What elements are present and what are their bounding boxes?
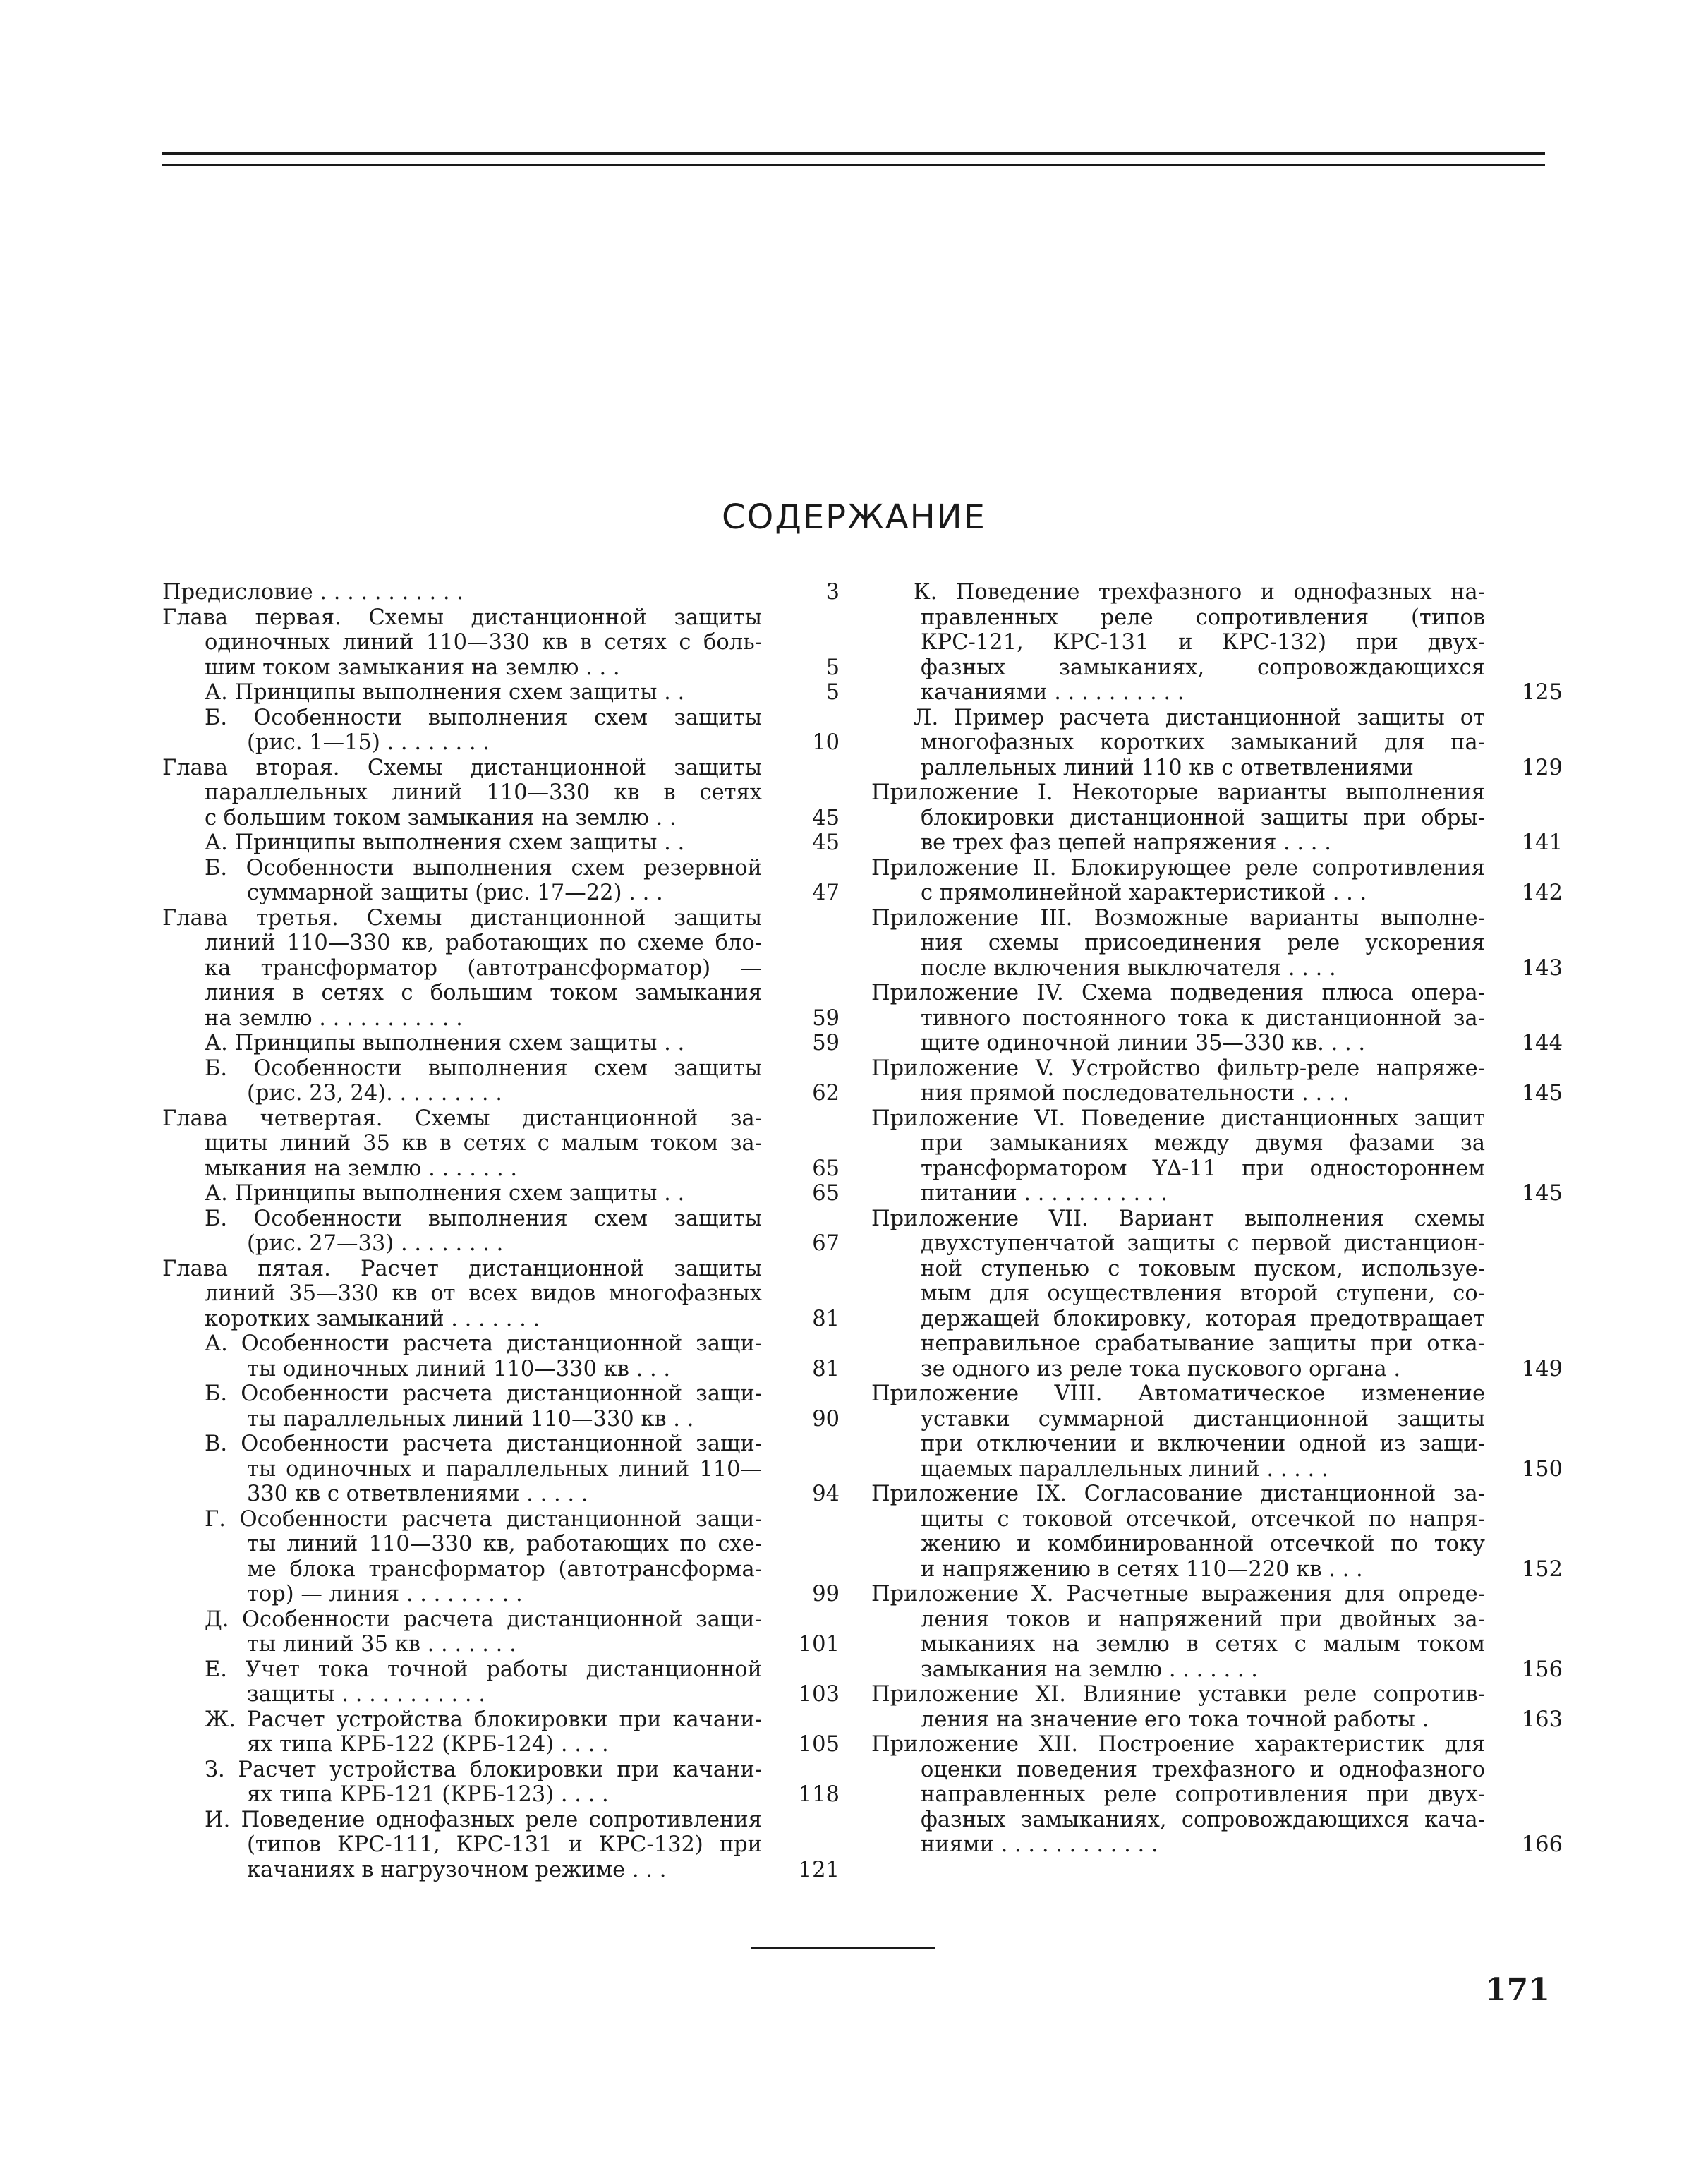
toc-entry [162,756,840,831]
toc-entry-text: зе одного из реле тока пускового органа . [921,1356,1401,1381]
toc-page-number: 65 [812,1156,840,1181]
toc-entry-text: щаемых параллельных линий . . . . . [921,1456,1328,1482]
toc-entry-text: правленных реле сопротивления (типов [921,605,1485,630]
toc-entry-text: Ж. Расчет устройства блокировки при качани- [205,1707,762,1732]
toc-entry-text: Приложение XI. Влияние уставки реле сопротив- [871,1682,1485,1707]
toc-page-number: 5 [825,680,840,705]
toc-page-number: 62 [812,1081,840,1106]
toc-entry-text: ве трех фаз цепей напряжения . . . . [921,830,1331,855]
toc-entry-text: Е. Учет тока точной работы дистанционной [205,1657,762,1682]
toc-entry-text: ты одиночных линий 110—330 кв . . . [247,1356,671,1381]
toc-entry-text: фазных замыканиях, сопровождающихся кача- [921,1807,1485,1832]
toc-entry-text: двухступенчатой защиты с первой дистанцион- [921,1231,1485,1256]
toc-left-column [162,580,840,1882]
toc-entry [162,1808,840,1883]
toc-entry-text: ты линий 35 кв . . . . . . . [247,1632,516,1657]
toc-entry [162,906,840,1031]
toc-entry [162,1757,840,1808]
toc-entry [871,1732,1563,1858]
toc-entry-text: щиты с токовой отсечкой, отсечкой по напря- [921,1506,1485,1532]
toc-entry-text: с прямолинейной характеристикой . . . [921,881,1367,905]
toc-entry-text: тивного постоянного тока к дистанционной за- [921,1005,1485,1031]
toc-entry [871,1381,1563,1482]
toc-entry-text: А. Принципы выполнения схем защиты . . [205,680,685,705]
toc-entry [871,1056,1563,1106]
toc-entry-text: ления токов и напряжений при двойных за- [921,1607,1485,1632]
toc-entry-text: жению и комбинированной отсечкой по току [921,1532,1485,1556]
toc-entry [871,1482,1563,1582]
toc-entry [162,605,840,681]
toc-entry-text: щиты линий 35 кв в сетях с малым током за- [205,1131,762,1156]
toc-entry [162,1181,840,1206]
toc-page-number: 118 [798,1782,840,1807]
toc-page-number: 59 [812,1031,840,1055]
toc-page-number: 105 [798,1732,840,1757]
toc-entry-text: К. Поведение трехфазного и однофазных на- [914,580,1485,605]
toc-entry-text: ниями . . . . . . . . . . . . [921,1832,1158,1857]
toc-page-number: 99 [812,1582,840,1607]
toc-entry-text: Приложение VI. Поведение дистанционных защит [871,1106,1485,1131]
toc-entry-text: З. Расчет устройства блокировки при качани- [205,1757,762,1782]
toc-entry-text: ления на значение его тока точной работы . [921,1707,1429,1732]
toc-entry-text: Л. Пример расчета дистанционной защиты от [914,705,1485,730]
toc-entry-text: Приложение IX. Согласование дистанционной за- [871,1482,1485,1506]
toc-entry-text: фазных замыканиях, сопровождающихся [921,655,1485,680]
toc-page-number: 81 [812,1356,840,1381]
toc-entry-text: неправильное срабатывание защиты при отка- [921,1331,1485,1356]
toc-entry-text: трансформатором Y∆-11 при одностороннем [921,1156,1485,1181]
toc-entry-text: шим током замыкания на землю . . . [205,655,620,680]
toc-entry-text: ка трансформатор (автотрансформатор) — [205,955,762,981]
toc-entry-text: А. Принципы выполнения схем защиты . . [205,1031,685,1055]
toc-entry-text: Приложение I. Некоторые варианты выполнения [871,780,1485,805]
toc-entry [162,1257,840,1332]
toc-page-number: 103 [798,1682,840,1707]
toc-page-number: 10 [812,730,840,755]
toc-entry-text: Глава третья. Схемы дистанционной защиты [162,905,762,931]
toc-entry-text: Б. Особенности расчета дистанционной защи- [205,1381,762,1406]
toc-entry-text: Приложение VIII. Автоматическое изменение [871,1381,1485,1406]
toc-entry [871,1682,1563,1732]
toc-page-number: 3 [825,580,840,605]
toc-entry [871,1206,1563,1382]
toc-entry-text: уставки суммарной дистанционной защиты [921,1406,1485,1432]
toc-right-column [871,580,1563,1858]
toc-entry [871,780,1563,856]
toc-entry [162,1507,840,1607]
toc-entry [162,1031,840,1056]
toc-page-number: 145 [1521,1081,1563,1106]
toc-entry [871,856,1563,906]
toc-entry [162,1206,840,1257]
toc-page-number: 5 [825,655,840,680]
toc-entry-text: Приложение XII. Построение характеристик для [871,1732,1485,1757]
toc-entry-text: направленных реле сопротивления при двух- [921,1782,1485,1807]
toc-page-number: 45 [812,805,840,830]
toc-entry [162,1432,840,1507]
toc-page-number: 166 [1521,1832,1563,1857]
toc-entry-text: (типов КРС-111, КРС-131 и КРС-132) при [247,1832,762,1857]
toc-entry-text: при замыканиях между двумя фазами за [921,1131,1485,1156]
toc-entry [162,1381,840,1432]
toc-page-number: 47 [812,881,840,905]
toc-entry [162,680,840,706]
toc-entry [162,1707,840,1757]
toc-page-number: 94 [812,1482,840,1506]
toc-entry-text: А. Особенности расчета дистанционной защи- [205,1331,762,1356]
toc-page-number: 59 [812,1005,840,1031]
toc-entry [871,580,1563,706]
toc-entry-text: Глава четвертая. Схемы дистанционной за- [162,1106,762,1131]
toc-entry [871,1106,1563,1206]
toc-entry-text: (рис. 27—33) . . . . . . . . [247,1231,504,1256]
toc-entry-text: А. Принципы выполнения схем защиты . . [205,1181,685,1206]
toc-entry-text: Предисловие . . . . . . . . . . . [162,580,464,605]
toc-entry-text: Глава первая. Схемы дистанционной защиты [162,605,762,630]
toc-entry [162,856,840,906]
toc-entry-text: раллельных линий 110 кв с ответвлениями [921,755,1414,780]
toc-entry [871,906,1563,981]
toc-entry-text: ях типа КРБ-122 (КРБ-124) . . . . [247,1732,609,1757]
toc-entry-text: Г. Особенности расчета дистанционной защи- [205,1506,762,1532]
toc-page-number: 150 [1521,1456,1563,1482]
toc-entry [871,706,1563,781]
toc-entry-text: Приложение VII. Вариант выполнения схемы [871,1206,1485,1231]
toc-page-number: 142 [1521,881,1563,905]
toc-entry-text: Д. Особенности расчета дистанционной защи- [205,1607,762,1632]
toc-entry-text: Приложение X. Расчетные выражения для опреде- [871,1582,1485,1607]
toc-entry-text: линия в сетях с большим током замыкания [205,981,762,1005]
toc-page-number: 121 [798,1857,840,1882]
toc-entry-text: 330 кв с ответвлениями . . . . . [247,1482,588,1506]
toc-page-number: 149 [1521,1356,1563,1381]
toc-entry-text: линий 35—330 кв от всех видов многофазных [205,1281,762,1306]
toc-entry-text: Глава пятая. Расчет дистанционной защиты [162,1256,762,1281]
toc-entry-text: тор) — линия . . . . . . . . . [247,1582,523,1607]
toc-entry-text: ния прямой последовательности . . . . [921,1081,1350,1106]
toc-entry [162,1056,840,1106]
toc-entry-text: Приложение IV. Схема подведения плюса опера- [871,981,1485,1005]
toc-entry [162,1331,840,1381]
toc-entry-text: замыкания на землю . . . . . . . [921,1657,1258,1682]
toc-entry-text: ния схемы присоединения реле ускорения [921,931,1485,955]
toc-entry-text: после включения выключателя . . . . [921,955,1336,981]
toc-entry [162,580,840,605]
toc-entry-text: Б. Особенности выполнения схем защиты [205,1206,762,1231]
toc-page-number: 152 [1521,1556,1563,1582]
toc-entry-text: ты параллельных линий 110—330 кв . . [247,1406,694,1432]
toc-entry-text: оценки поведения трехфазного и однофазного [921,1757,1485,1782]
toc-entry-text: держащей блокировку, которая предотвращает [921,1306,1485,1331]
toc-entry-text: КРС-121, КРС-131 и КРС-132) при двух- [921,630,1485,655]
toc-entry-text: питании . . . . . . . . . . . [921,1181,1168,1206]
toc-entry-text: мыканиях на землю в сетях с малым током [921,1632,1485,1657]
toc-page-number: 145 [1521,1181,1563,1206]
toc-page-number: 125 [1521,680,1563,705]
toc-entry-text: линий 110—330 кв, работающих по схеме бло- [205,931,762,955]
toc-entry [162,830,840,856]
toc-entry-text: многофазных коротких замыканий для па- [921,730,1485,755]
toc-page-number: 163 [1521,1707,1563,1732]
toc-entry-text: Приложение II. Блокирующее реле сопротивления [871,855,1485,881]
toc-page-number: 129 [1521,755,1563,780]
toc-entry-text: и напряжению в сетях 110—220 кв . . . [921,1556,1363,1582]
toc-entry [162,706,840,756]
toc-entry-text: на землю . . . . . . . . . . . [205,1005,463,1031]
page-title: СОДЕРЖАНИЕ [722,497,986,537]
toc-page-number: 143 [1521,955,1563,981]
toc-page-number: 141 [1521,830,1563,855]
toc-entry-text: ях типа КРБ-121 (КРБ-123) . . . . [247,1782,609,1807]
top-rule [162,152,1545,155]
toc-entry-text: Б. Особенности выполнения схем защиты [205,705,762,730]
toc-entry [871,981,1563,1056]
toc-entry-text: с большим током замыкания на землю . . [205,805,677,830]
toc-entry-text: Б. Особенности выполнения схем защиты [205,1055,762,1081]
toc-entry [162,1106,840,1182]
toc-page-number: 81 [812,1306,840,1331]
toc-entry-text: В. Особенности расчета дистанционной защи- [205,1432,762,1456]
bottom-rule [751,1947,935,1949]
toc-page-number: 90 [812,1406,840,1432]
toc-page-number: 156 [1521,1657,1563,1682]
toc-page-number: 101 [798,1632,840,1657]
toc-entry-text: ме блока трансформатор (автотрансформа- [247,1556,762,1582]
toc-entry-text: защиты . . . . . . . . . . . [247,1682,485,1707]
toc-entry-text: при отключении и включении одной из защи- [921,1432,1485,1456]
toc-entry-text: ной ступенью с токовым пуском, используе- [921,1256,1485,1281]
toc-entry-text: мыкания на землю . . . . . . . [205,1156,518,1181]
toc-page-number: 45 [812,830,840,855]
toc-entry-text: Глава вторая. Схемы дистанционной защиты [162,755,762,780]
toc-entry-text: блокировки дистанционной защиты при обры- [921,805,1485,830]
toc-entry-text: ты одиночных и параллельных линий 110— [247,1456,762,1482]
toc-entry-text: Б. Особенности выполнения схем резервной [205,855,762,881]
toc-entry-text: параллельных линий 110—330 кв в сетях [205,780,762,805]
toc-entry [162,1607,840,1657]
toc-entry-text: (рис. 1—15) . . . . . . . . [247,730,490,755]
toc-entry-text: суммарной защиты (рис. 17—22) . . . [247,881,663,905]
toc-entry-text: Приложение V. Устройство фильтр-реле напряже- [871,1055,1485,1081]
top-rule-thin [162,164,1545,166]
toc-entry [162,1657,840,1707]
toc-entry-text: качаниями . . . . . . . . . . [921,680,1185,705]
page-number: 171 [1485,1972,1550,2008]
toc-entry-text: одиночных линий 110—330 кв в сетях с боль- [205,630,762,655]
toc-entry-text: И. Поведение однофазных реле сопротивления [205,1807,762,1832]
toc-entry-text: коротких замыканий . . . . . . . [205,1306,540,1331]
toc-page-number: 144 [1521,1031,1563,1055]
toc-page-number: 65 [812,1181,840,1206]
toc-page-number: 67 [812,1231,840,1256]
toc-entry-text: ты линий 110—330 кв, работающих по схе- [247,1532,762,1556]
toc-entry [871,1582,1563,1682]
toc-entry-text: качаниях в нагрузочном режиме . . . [247,1857,667,1882]
toc-entry-text: щите одиночной линии 35—330 кв. . . . [921,1031,1366,1055]
toc-entry-text: Приложение III. Возможные варианты выполне- [871,905,1485,931]
toc-entry-text: мым для осуществления второй ступени, со- [921,1281,1485,1306]
toc-entry-text: (рис. 23, 24). . . . . . . . . [247,1081,502,1106]
toc-entry-text: А. Принципы выполнения схем защиты . . [205,830,685,855]
